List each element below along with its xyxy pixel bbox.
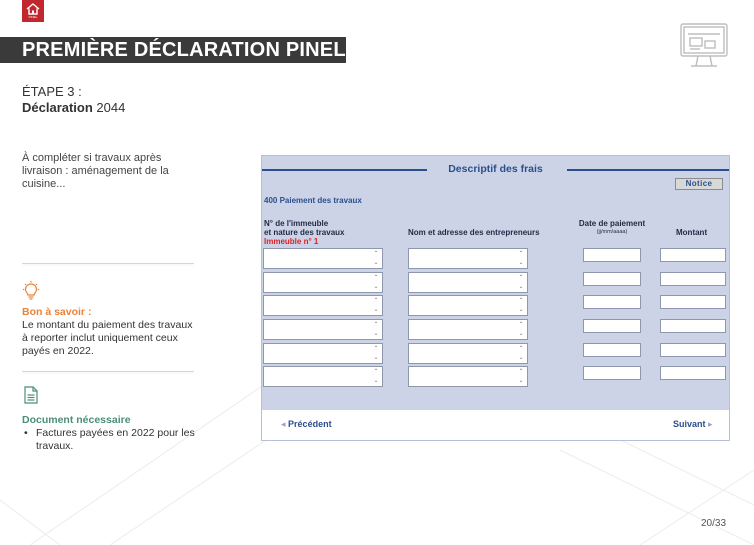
document-icon xyxy=(24,386,38,404)
document-title: Document nécessaire xyxy=(22,414,131,426)
step-subtitle xyxy=(22,100,125,115)
column-header-format: (jj/mm/aaaa) xyxy=(596,229,628,235)
tip-title: Bon à savoir : xyxy=(22,306,92,318)
form-footer xyxy=(262,410,729,440)
scroll-arrows-icon: ⌃ ⌄ xyxy=(518,322,524,337)
chevron-right-icon: ▸ xyxy=(708,419,713,429)
scroll-arrows-icon: ⌃ ⌄ xyxy=(518,275,524,290)
notice-button[interactable]: Notice xyxy=(675,178,723,190)
step-subtitle-rest: 2044 xyxy=(92,100,126,115)
nature-travaux-textarea[interactable] xyxy=(263,295,383,316)
scroll-arrows-icon: ⌃ ⌄ xyxy=(518,369,524,384)
document-list xyxy=(22,427,197,453)
scroll-arrows-icon: ⌃ ⌄ xyxy=(373,346,379,361)
date-paiement-input[interactable] xyxy=(583,343,641,357)
step-label: ÉTAPE 3 : xyxy=(22,84,82,99)
montant-input[interactable] xyxy=(660,272,726,286)
date-paiement-input[interactable] xyxy=(583,366,641,380)
nature-travaux-textarea[interactable] xyxy=(263,343,383,364)
list-item: • Factures payées en 2022 pour les travaux. xyxy=(22,427,197,453)
date-paiement-input[interactable] xyxy=(583,319,641,333)
montant-input[interactable] xyxy=(660,319,726,333)
montant-input[interactable] xyxy=(660,366,726,380)
next-link[interactable] xyxy=(673,419,713,430)
entrepreneur-textarea[interactable] xyxy=(408,272,528,293)
entrepreneur-textarea[interactable] xyxy=(408,319,528,340)
montant-input[interactable] xyxy=(660,248,726,262)
computer-monitor-icon xyxy=(678,20,730,72)
date-paiement-input[interactable] xyxy=(583,248,641,262)
form-header xyxy=(262,156,729,186)
lightbulb-icon xyxy=(22,281,40,301)
column-header-montant: Montant xyxy=(676,228,708,237)
entrepreneur-textarea[interactable] xyxy=(408,295,528,316)
home-label: PINEL xyxy=(28,15,38,19)
scroll-arrows-icon: ⌃ ⌄ xyxy=(373,369,379,384)
divider xyxy=(22,263,194,264)
column-header-date xyxy=(568,219,656,237)
scroll-arrows-icon: ⌃ ⌄ xyxy=(373,251,379,266)
next-label: Suivant xyxy=(673,419,706,429)
scroll-arrows-icon: ⌃ ⌄ xyxy=(518,251,524,266)
chevron-left-icon: ◂ xyxy=(281,419,286,429)
home-button[interactable] xyxy=(22,0,44,22)
previous-link[interactable] xyxy=(281,419,332,430)
column-header-line: N° de l'immeuble xyxy=(264,219,329,228)
home-icon xyxy=(26,3,40,15)
tip-text: Le montant du paiement des travaux à reporter inclut uniquement ceux payés en 2022. xyxy=(22,319,193,357)
column-header-line: Date de paiement xyxy=(578,219,646,228)
entrepreneur-textarea[interactable] xyxy=(408,366,528,387)
date-paiement-input[interactable] xyxy=(583,295,641,309)
entrepreneur-textarea[interactable] xyxy=(408,248,528,269)
montant-input[interactable] xyxy=(660,295,726,309)
scroll-arrows-icon: ⌃ ⌄ xyxy=(373,298,379,313)
date-paiement-input[interactable] xyxy=(583,272,641,286)
intro-text: À compléter si travaux après livraison : aménagement de la cuisine... xyxy=(22,152,169,190)
column-header-entrepreneurs: Nom et adresse des entrepreneurs xyxy=(408,228,540,237)
page-title: PREMIÈRE DÉCLARATION PINEL xyxy=(0,37,346,63)
scroll-arrows-icon: ⌃ ⌄ xyxy=(518,346,524,361)
immeuble-label: Immeuble n° 1 xyxy=(264,237,319,246)
column-header-immeuble xyxy=(264,219,344,237)
entrepreneur-textarea[interactable] xyxy=(408,343,528,364)
nature-travaux-textarea[interactable] xyxy=(263,319,383,340)
scroll-arrows-icon: ⌃ ⌄ xyxy=(373,322,379,337)
previous-label: Précédent xyxy=(288,419,332,429)
nature-travaux-textarea[interactable] xyxy=(263,272,383,293)
montant-input[interactable] xyxy=(660,343,726,357)
scroll-arrows-icon: ⌃ ⌄ xyxy=(373,275,379,290)
scroll-arrows-icon: ⌃ ⌄ xyxy=(518,298,524,313)
tax-form-panel xyxy=(261,155,730,441)
nature-travaux-textarea[interactable] xyxy=(263,248,383,269)
page-number: 20/33 xyxy=(701,518,727,529)
step-subtitle-bold: Déclaration xyxy=(22,100,93,115)
form-title: Descriptif des frais xyxy=(448,163,543,175)
section-label: 400 Paiement des travaux xyxy=(264,196,362,205)
column-header-line: et nature des travaux xyxy=(264,228,345,237)
nature-travaux-textarea[interactable] xyxy=(263,366,383,387)
divider xyxy=(22,371,194,372)
